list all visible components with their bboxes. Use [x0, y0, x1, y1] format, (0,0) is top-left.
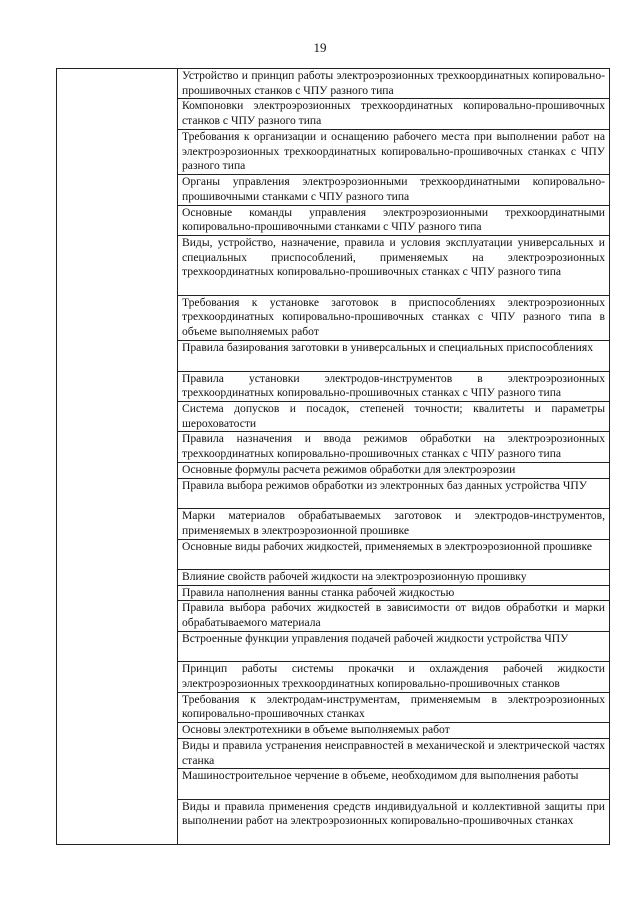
- table-row: Марки материалов обрабатываемых заготовок и электродов-инструментов, применяемых в электроэрозионной прошивке: [178, 509, 609, 539]
- table-row: Правила базирования заготовки в универсальных и специальных приспособлениях: [178, 341, 609, 371]
- table-row: Правила выбора рабочих жидкостей в зависимости от видов обработки и марки обрабатываемого материала: [178, 601, 609, 631]
- table-row: Правила установки электродов-инструментов в электроэрозионных трехкоординатных копировально-прошивочных станках с ЧПУ разного типа: [178, 372, 609, 402]
- table-row: Требования к установке заготовок в приспособлениях электроэрозионных трехкоординатных копировально-прошивочных станках с ЧПУ разного типа в объеме выполняемых работ: [178, 296, 609, 341]
- table-row: Компоновки электроэрозионных трехкоординатных копировально-прошивочных станков с ЧПУ разного типа: [178, 99, 609, 129]
- table-row: Принцип работы системы прокачки и охлаждения рабочей жидкости электроэрозионных трехкоординатных копировально-прошивочных станков: [178, 662, 609, 692]
- table-row: Влияние свойств рабочей жидкости на электроэрозионную прошивку: [178, 570, 609, 586]
- table-row: Виды и правила применения средств индивидуальной и коллективной защиты при выполнении работ на электроэрозионных копировально-прошивочных станках: [182, 799, 605, 828]
- table-row: Правила назначения и ввода режимов обработки на электроэрозионных трехкоординатных копировально-прошивочных станках с ЧПУ разного типа: [178, 432, 609, 462]
- table-row: Встроенные функции управления подачей рабочей жидкости устройства ЧПУ: [178, 632, 609, 662]
- table-row: Основные команды управления электроэрозионными трехкоординатными копировально-прошивочными станками с ЧПУ разного типа: [178, 206, 609, 236]
- table-row: Требования к электродам-инструментам, применяемым в электроэрозионных копировально-прошивочных станках: [178, 693, 609, 723]
- table-row: Правила выбора режимов обработки из электронных баз данных устройства ЧПУ: [178, 479, 609, 509]
- table-row: Виды и правила устранения неисправностей в механической и электрической частях станка: [178, 739, 609, 769]
- table-row: Основные виды рабочих жидкостей, применяемых в электроэрозионной прошивке: [178, 540, 609, 570]
- table-row: Устройство и принцип работы электроэрозионных трехкоординатных копировально-прошивочных станков с ЧПУ разного типа: [178, 69, 609, 99]
- table-row: Органы управления электроэрозионными трехкоординатными копировально-прошивочными станками с ЧПУ разного типа: [178, 175, 609, 205]
- table-row: Правила наполнения ванны станка рабочей жидкостью: [178, 586, 609, 602]
- table-row: Система допусков и посадок, степеней точности; квалитеты и параметры шероховатости: [178, 402, 609, 432]
- table-right-column: [178, 69, 609, 844]
- table-row: Основы электротехники в объеме выполняемых работ: [178, 723, 609, 739]
- knowledge-table: [56, 68, 610, 845]
- page-number: 19: [313, 40, 327, 55]
- table-row: Виды, устройство, назначение, правила и условия эксплуатации универсальных и специальных приспособлений, применяемых на электроэрозионных трехкоординатных копировально-прошивочных станках с ЧПУ разного типа: [178, 236, 609, 296]
- table-row: Требования к организации и оснащению рабочего места при выполнении работ на электроэрозионных трехкоординатных копировально-прошивочных станках с ЧПУ разного типа: [178, 130, 609, 175]
- table-row: Машиностроительное черчение в объеме, необходимом для выполнения работы: [178, 769, 609, 799]
- table-left-column: [57, 69, 178, 844]
- table-row: Основные формулы расчета режимов обработки для электроэрозии: [178, 463, 609, 479]
